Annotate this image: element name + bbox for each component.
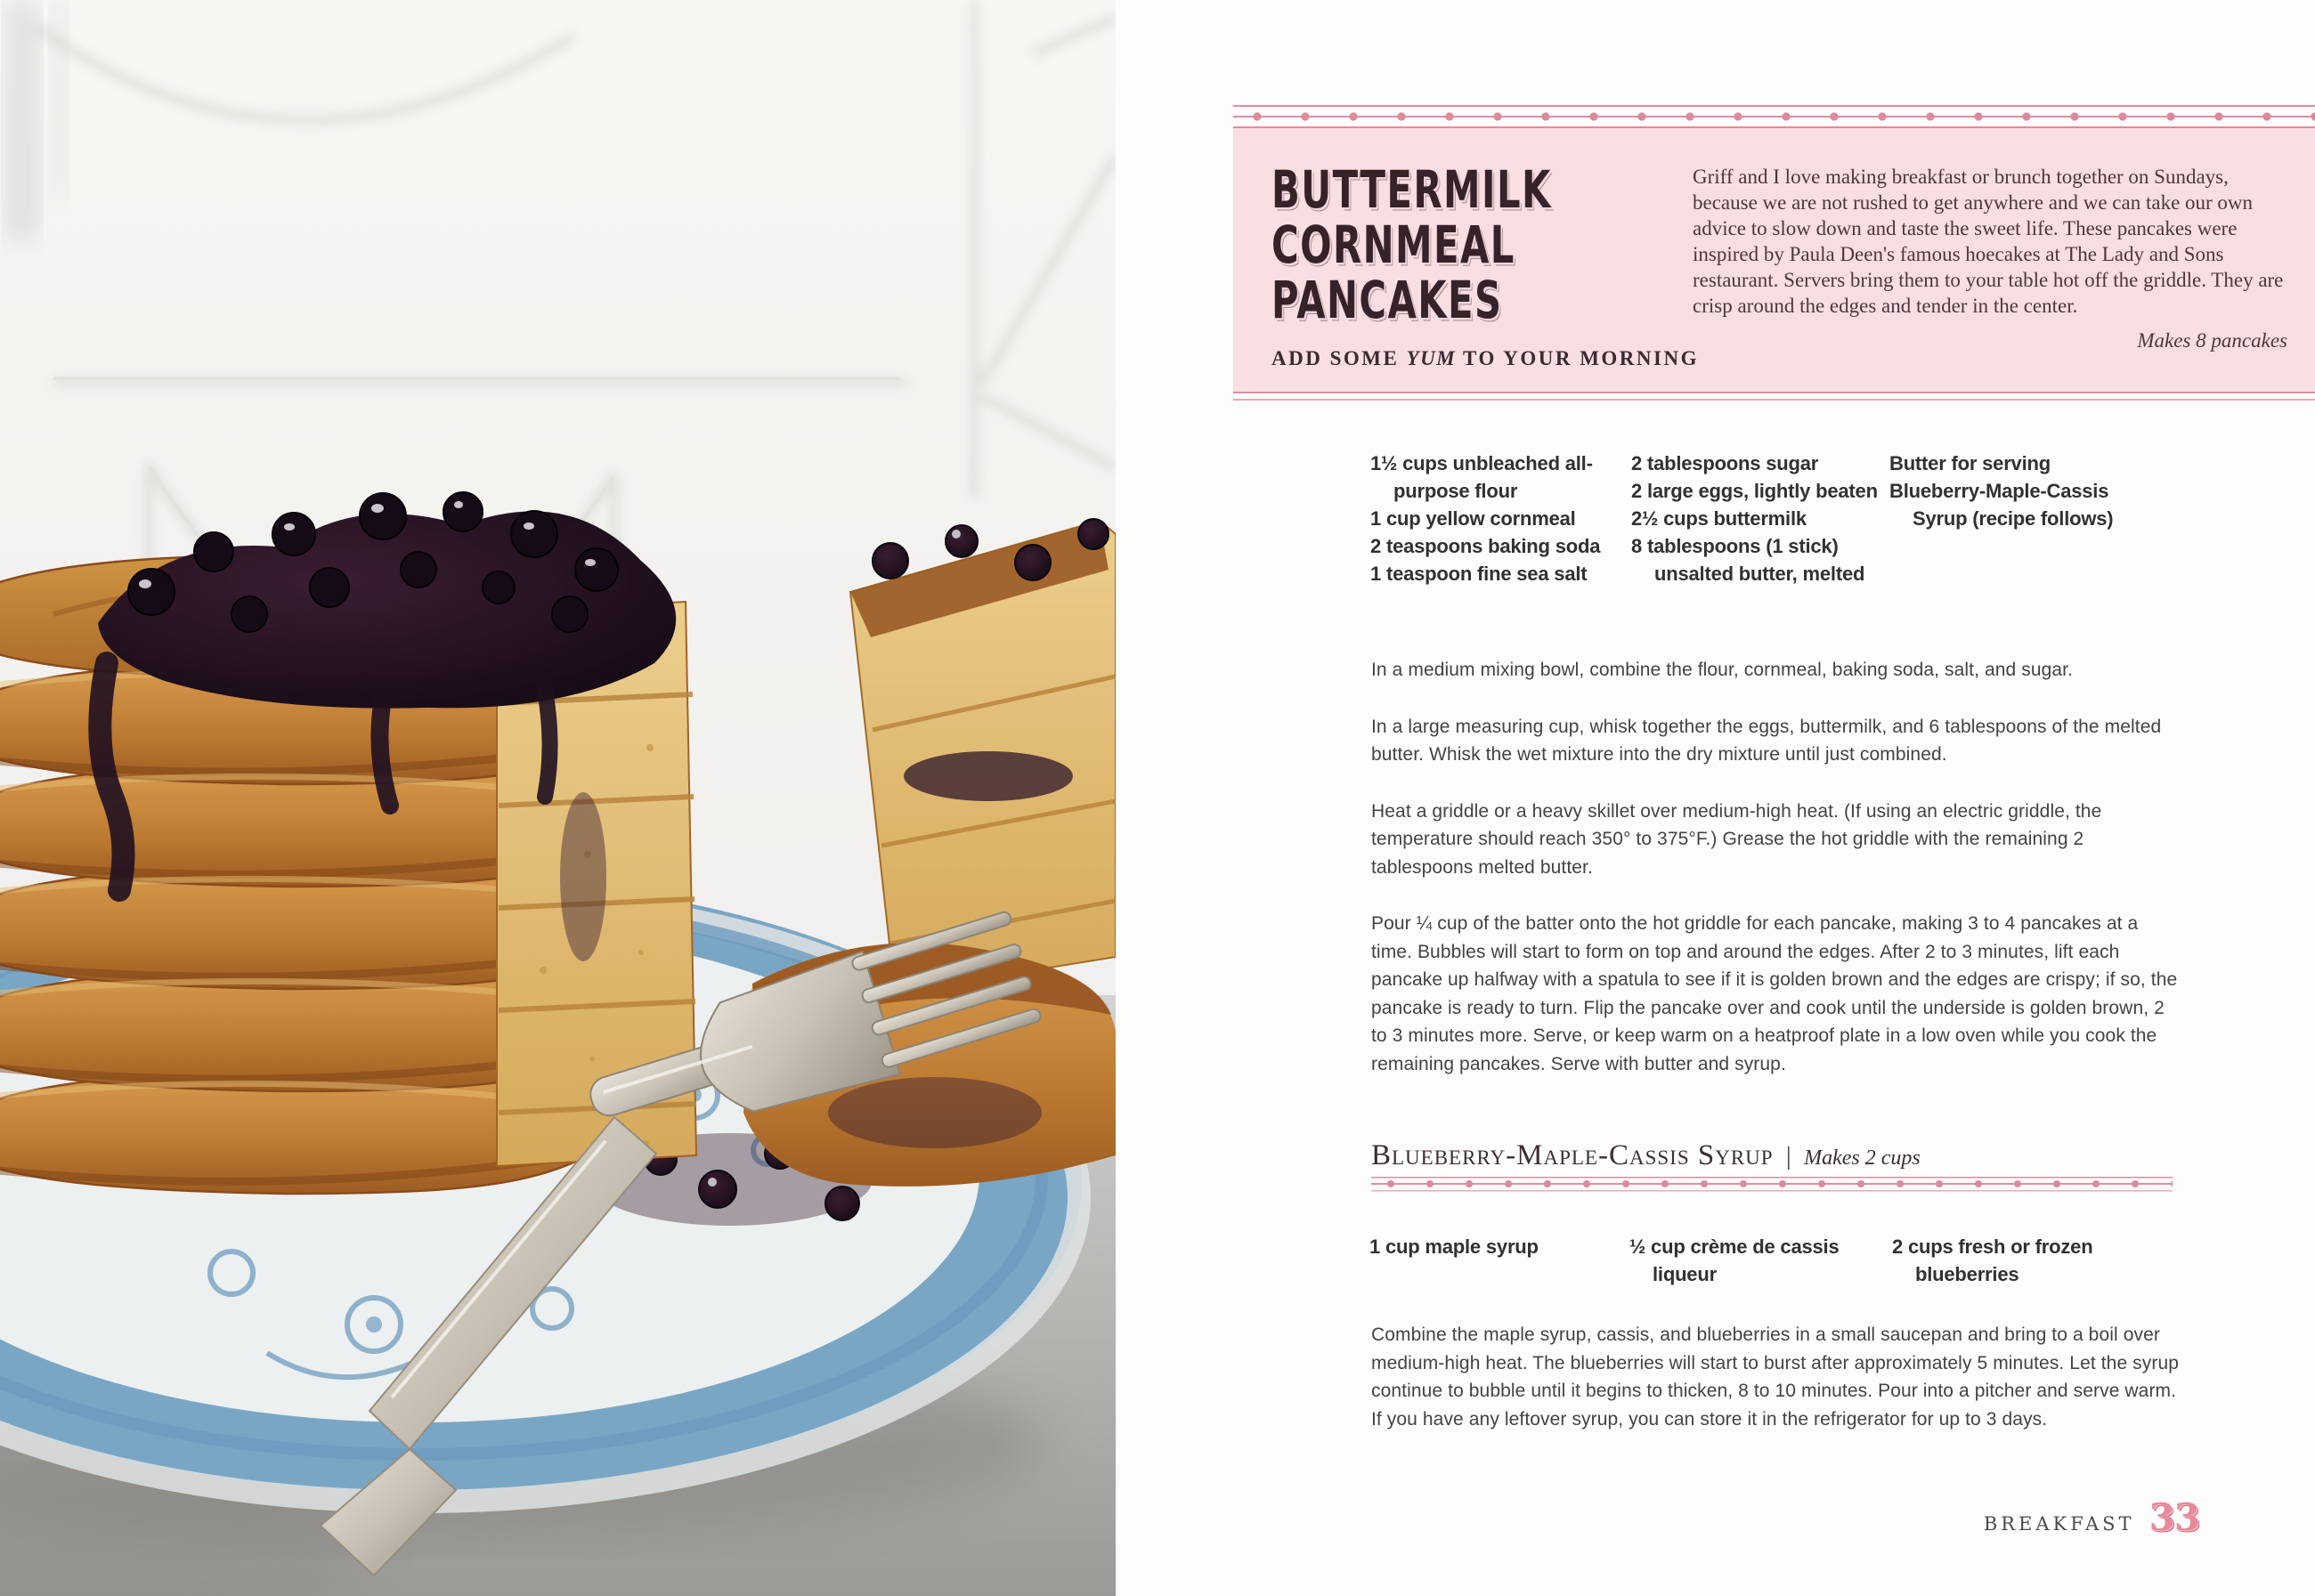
ingredient-item: 2 large eggs, lightly beaten xyxy=(1631,480,1878,502)
title-line-1: BUTTERMILK xyxy=(1271,159,1552,220)
ingredient-item: 2½ cups buttermilk xyxy=(1631,507,1807,530)
tagline-emphasis: YUM xyxy=(1406,347,1457,369)
tagline-post: TO YOUR MORNING xyxy=(1456,347,1699,369)
page-number: 33 xyxy=(2148,1495,2199,1539)
subrecipe-step-paragraph: Combine the maple syrup, cassis, and blueberries in a small saucepan and bring to a boil over medium-high heat. The blueberries will start to burst after approximately 5 minutes. Let the syrup continue to bubble until it begins to thicken, 8 to 10 minutes. Pour into a pitcher and serve warm. If you have any leftover syrup, you can store it in the refrigerator for up to 3 days. xyxy=(1371,1325,2180,1430)
ingredient-item: 8 tablespoons (1 stick) unsalted butter, melted xyxy=(1631,535,1865,585)
recipe-steps xyxy=(1371,656,2181,1106)
recipe-tagline xyxy=(1271,347,1699,370)
subrecipe-yield: Makes 2 cups xyxy=(1804,1146,1921,1170)
ingredient-item: 1 cup maple syrup xyxy=(1369,1235,1539,1258)
step-paragraph-1: In a medium mixing bowl, combine the flour, cornmeal, baking soda, salt, and sugar. xyxy=(1371,660,2074,680)
ingredient-item: 1 teaspoon fine sea salt xyxy=(1370,563,1588,585)
subrecipe-ingredient-column-3 xyxy=(1892,1233,2125,1288)
decorative-border-top xyxy=(1233,105,2315,128)
ingredient-list-column-1 xyxy=(1370,450,1620,587)
intro-paragraph: Griff and I love making breakfast or brunch together on Sundays, because we are not rushed to get anywhere and we can take our own advice to slow down and taste the sweet life. These pancakes were inspired by Paula Deen's famous hoecakes at The Lady and Sons restaurant. Servers bring them to your table hot off the griddle. They are crisp around the edges and tender in the center. xyxy=(1693,166,2284,317)
subrecipe-step xyxy=(1371,1321,2181,1433)
ingredient-item: 1½ cups unbleached all-purpose flour xyxy=(1370,452,1593,502)
recipe-intro-column xyxy=(1645,128,2315,392)
pancakes-photo xyxy=(0,0,1116,1596)
page-footer xyxy=(1914,1495,2199,1539)
ingredient-item: ½ cup crème de cassis liqueur xyxy=(1629,1235,1840,1285)
subrecipe-name: Blueberry-Maple-Cassis Syrup xyxy=(1371,1139,1774,1171)
recipe-title xyxy=(1233,128,1699,392)
ingredient-list-column-2 xyxy=(1631,450,1904,587)
ingredient-item: 2 teaspoons baking soda xyxy=(1370,535,1601,557)
decorative-border-subrecipe xyxy=(1371,1177,2173,1192)
ingredient-item: 1 cup yellow cornmeal xyxy=(1370,507,1576,530)
tagline-pre: ADD SOME xyxy=(1271,347,1407,369)
pancakes-photo-illustration xyxy=(0,0,1116,1596)
recipe-header-panel xyxy=(1233,105,2315,403)
step-paragraph-4: Pour ¼ cup of the batter onto the hot griddle for each pancake, making 3 to 4 pancakes at a time. Bubbles will start to form on top and around the edges. After 2 to 3 minutes, lift each pancake up halfway with a spatula to see if it is golden brown and the edges are crispy; if so, the pancake is ready to turn. Flip the pancake over and cook until the underside is golden brown, 2 to 3 minutes more. Serve, or keep warm on a heatproof plate in a low oven while you cook the remaining pancakes. Serve with butter and syrup. xyxy=(1371,913,2178,1074)
subrecipe-ingredient-column-2 xyxy=(1629,1233,1854,1288)
ingredient-list-column-3 xyxy=(1889,450,2149,532)
footer-section-label: BREAKFAST xyxy=(1983,1513,2135,1535)
decorative-border-bottom xyxy=(1233,392,2315,403)
yield-note: Makes 8 pancakes xyxy=(2137,329,2287,352)
subrecipe-separator: | xyxy=(1786,1143,1791,1171)
title-line-3: PANCAKES xyxy=(1271,270,1503,330)
ingredient-item: 2 tablespoons sugar xyxy=(1631,452,1819,474)
ingredient-item: 2 cups fresh or frozen blueberries xyxy=(1892,1235,2093,1285)
step-paragraph-2: In a large measuring cup, whisk together the eggs, buttermilk, and 6 tablespoons of the melted butter. Whisk the wet mixture into the dry mixture until just combined. xyxy=(1371,716,2162,765)
ingredient-item: Blueberry-Maple-Cassis Syrup (recipe follows) xyxy=(1889,480,2114,530)
subrecipe-ingredient-column-1 xyxy=(1369,1233,1610,1260)
title-line-2: CORNMEAL xyxy=(1271,215,1515,275)
subrecipe-title xyxy=(1371,1139,1921,1172)
ingredient-item: Butter for serving xyxy=(1889,452,2051,474)
step-paragraph-3: Heat a griddle or a heavy skillet over medium-high heat. (If using an electric griddle, the temperature should reach 350° to 375°F.) Grease the hot griddle with the remaining 2 tablespoons melted butter. xyxy=(1371,800,2102,878)
